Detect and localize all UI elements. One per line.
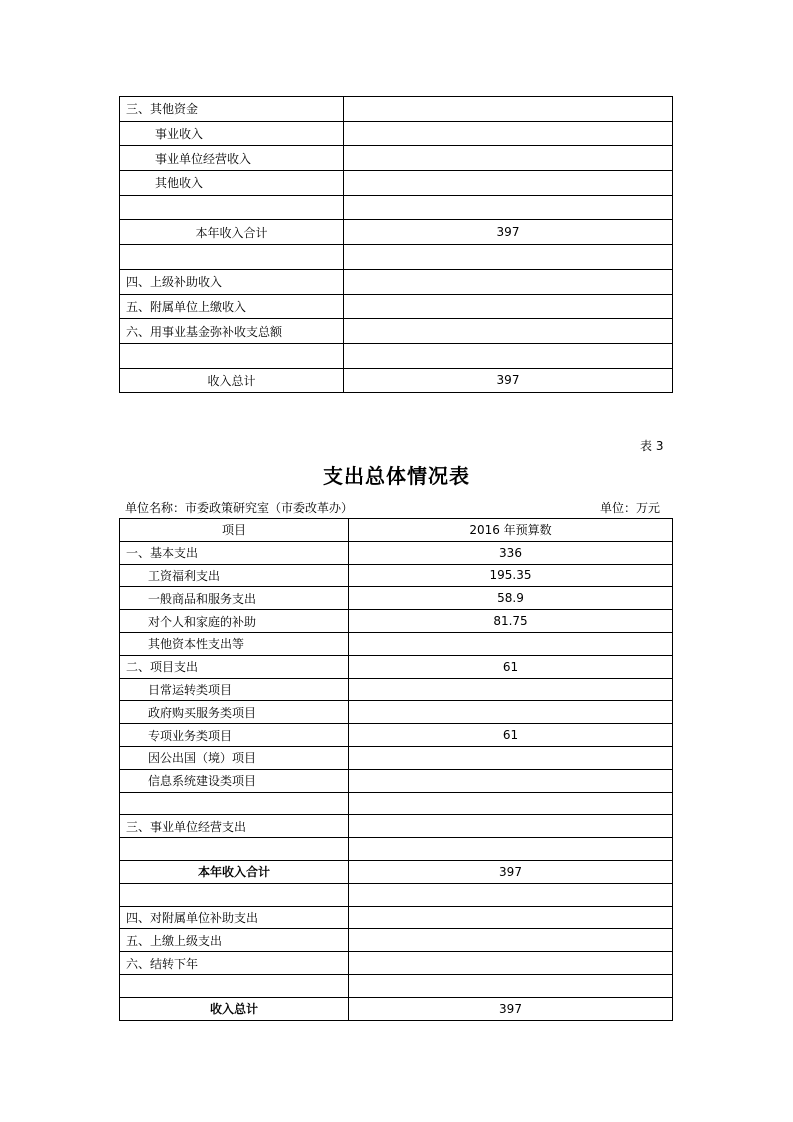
row-value (349, 792, 673, 815)
row-value: 397 (344, 220, 673, 245)
row-value (344, 195, 673, 220)
row-label: 工资福利支出 (120, 564, 349, 587)
row-label: 五、附属单位上缴收入 (120, 294, 344, 319)
row-label (120, 838, 349, 861)
row-label: 日常运转类项目 (120, 678, 349, 701)
row-value (344, 269, 673, 294)
table-row (120, 678, 673, 701)
row-value (344, 97, 673, 122)
row-label: 收入总计 (120, 368, 344, 393)
row-value: 397 (349, 997, 673, 1020)
table-row (120, 220, 673, 245)
income-table (119, 96, 673, 393)
row-label: 三、事业单位经营支出 (120, 815, 349, 838)
row-value (349, 701, 673, 724)
row-label: 一般商品和服务支出 (120, 587, 349, 610)
row-value (349, 632, 673, 655)
row-label: 事业单位经营收入 (120, 146, 344, 171)
row-label (120, 883, 349, 906)
table-row (120, 343, 673, 368)
row-label: 六、用事业基金弥补收支总额 (120, 319, 344, 344)
table-row (120, 724, 673, 747)
row-value (349, 952, 673, 975)
row-value: 195.35 (349, 564, 673, 587)
table-row (120, 632, 673, 655)
row-label: 六、结转下年 (120, 952, 349, 975)
row-value: 58.9 (349, 587, 673, 610)
row-label: 五、上缴上级支出 (120, 929, 349, 952)
table-row (120, 97, 673, 122)
row-value: 336 (349, 541, 673, 564)
row-value (344, 319, 673, 344)
table-row (120, 294, 673, 319)
table-row (120, 952, 673, 975)
row-label: 专项业务类项目 (120, 724, 349, 747)
table-row (120, 171, 673, 196)
table-row (120, 245, 673, 270)
row-label: 一、基本支出 (120, 541, 349, 564)
table-row (120, 860, 673, 883)
table-row (120, 746, 673, 769)
table-row (120, 121, 673, 146)
row-label: 二、项目支出 (120, 655, 349, 678)
row-value (344, 121, 673, 146)
row-label: 三、其他资金 (120, 97, 344, 122)
table-row (120, 368, 673, 393)
row-value: 81.75 (349, 610, 673, 633)
row-value (344, 171, 673, 196)
header-budget: 2016 年预算数 (349, 519, 673, 542)
table-row (120, 655, 673, 678)
table-header (120, 519, 673, 542)
row-value (349, 906, 673, 929)
row-label: 信息系统建设类项目 (120, 769, 349, 792)
row-value (344, 146, 673, 171)
row-value (349, 974, 673, 997)
table-row (120, 769, 673, 792)
row-value (349, 769, 673, 792)
row-value (344, 294, 673, 319)
table-row (120, 906, 673, 929)
row-label: 收入总计 (120, 997, 349, 1020)
table-row (120, 997, 673, 1020)
table-row (120, 146, 673, 171)
row-value (349, 838, 673, 861)
row-value (349, 883, 673, 906)
expense-table (119, 518, 673, 1021)
table-row (120, 319, 673, 344)
row-value (349, 929, 673, 952)
row-value (349, 678, 673, 701)
row-value: 397 (344, 368, 673, 393)
unit-label: 单位：万元 (600, 501, 661, 515)
row-label (120, 792, 349, 815)
row-label (120, 343, 344, 368)
table-row (120, 883, 673, 906)
row-value (349, 815, 673, 838)
row-label (120, 245, 344, 270)
row-label: 四、对附属单位补助支出 (120, 906, 349, 929)
row-value: 61 (349, 655, 673, 678)
table-row (120, 929, 673, 952)
table-row (120, 815, 673, 838)
row-value (344, 343, 673, 368)
row-label: 因公出国（境）项目 (120, 746, 349, 769)
row-value: 397 (349, 860, 673, 883)
table-row (120, 195, 673, 220)
row-value: 61 (349, 724, 673, 747)
row-label: 政府购买服务类项目 (120, 701, 349, 724)
table-number: 表 3 (640, 439, 664, 453)
row-value (344, 245, 673, 270)
row-label (120, 974, 349, 997)
row-label: 本年收入合计 (120, 860, 349, 883)
table-row (120, 269, 673, 294)
row-label: 本年收入合计 (120, 220, 344, 245)
header-item: 项目 (120, 519, 349, 542)
table-row (120, 541, 673, 564)
table-row (120, 587, 673, 610)
row-label: 四、上级补助收入 (120, 269, 344, 294)
table-row (120, 792, 673, 815)
row-label: 事业收入 (120, 121, 344, 146)
row-label: 对个人和家庭的补助 (120, 610, 349, 633)
table-row (120, 610, 673, 633)
table-row (120, 838, 673, 861)
table-row (120, 974, 673, 997)
row-value (349, 746, 673, 769)
table-row (120, 701, 673, 724)
row-label: 其他资本性支出等 (120, 632, 349, 655)
table-row (120, 564, 673, 587)
page-title: 支出总体情况表 (323, 464, 470, 488)
unit-name: 单位名称：市委政策研究室（市委改革办） (125, 501, 354, 515)
row-label: 其他收入 (120, 171, 344, 196)
row-label (120, 195, 344, 220)
